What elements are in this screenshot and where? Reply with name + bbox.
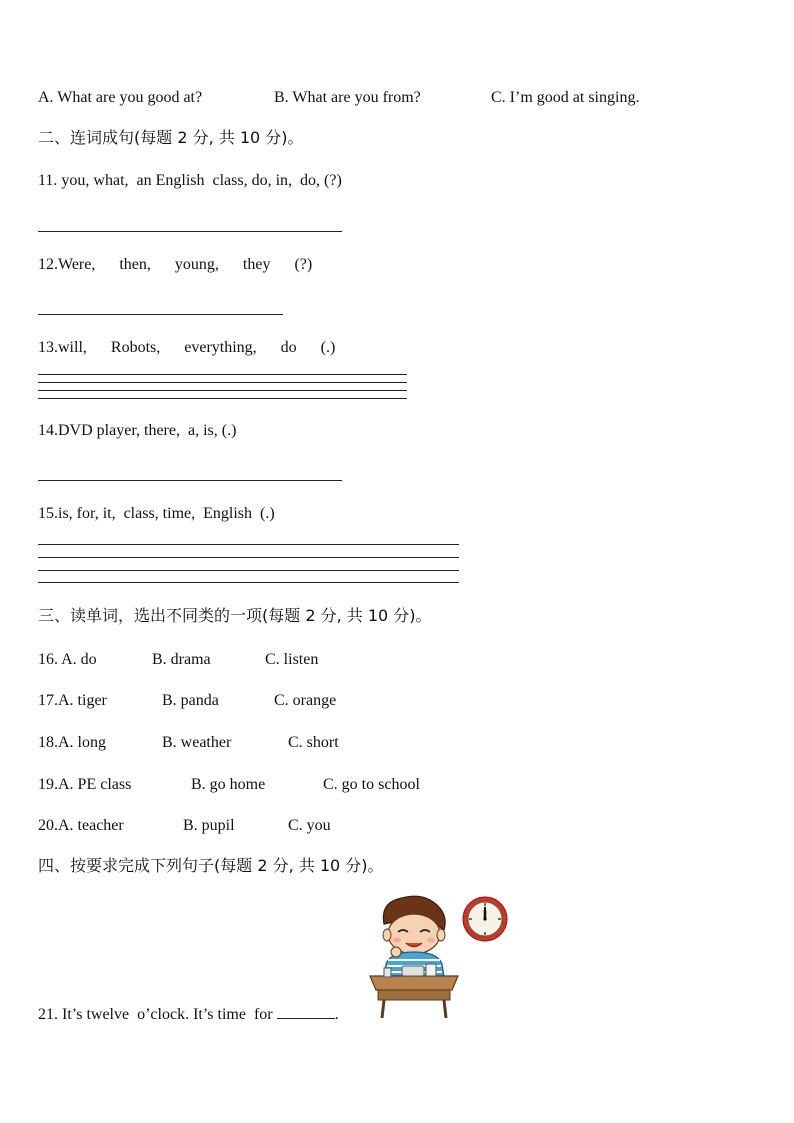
q17-option-b: B. panda xyxy=(162,692,219,709)
clock-icon xyxy=(461,895,509,943)
q16-option-c: C. listen xyxy=(265,651,319,668)
q13-answer-line-2[interactable] xyxy=(38,382,407,383)
q12-answer-line[interactable] xyxy=(38,314,283,315)
section2-heading: 二、连词成句(每题 2 分, 共 10 分)。 xyxy=(38,128,304,147)
q18-option-c: C. short xyxy=(288,734,339,751)
q13-answer-line-4[interactable] xyxy=(38,398,407,399)
q18-option-b: B. weather xyxy=(162,734,232,751)
q16-option-b: B. drama xyxy=(152,651,211,668)
boy-eating-lunch-illustration xyxy=(366,894,462,1020)
q13-answer-line-3[interactable] xyxy=(38,390,407,391)
q19-option-c: C. go to school xyxy=(323,776,420,793)
q13-prompt: 13.will, Robots, everything, do (.) xyxy=(38,339,336,356)
q18-option-a: 18.A. long xyxy=(38,734,106,751)
q10-option-a: A. What are you good at? xyxy=(38,89,203,106)
q12-prompt: 12.Were, then, young, they (?) xyxy=(38,256,313,273)
q19-option-b: B. go home xyxy=(191,776,266,793)
q21-text: 21. It’s twelve o’clock. It’s time for xyxy=(38,1006,277,1023)
q21-period: . xyxy=(334,1006,339,1023)
q14-answer-line[interactable] xyxy=(38,480,342,481)
q10-option-b: B. What are you from? xyxy=(274,89,421,106)
q14-prompt: 14.DVD player, there, a, is, (.) xyxy=(38,422,237,439)
q15-answer-line-2[interactable] xyxy=(38,557,459,558)
q17-option-c: C. orange xyxy=(274,692,337,709)
q11-answer-line[interactable] xyxy=(38,231,342,232)
section4-heading: 四、按要求完成下列句子(每题 2 分, 共 10 分)。 xyxy=(38,856,384,875)
q15-answer-line-4[interactable] xyxy=(38,582,459,583)
q16-option-a: 16. A. do xyxy=(38,651,97,668)
q13-answer-line-1[interactable] xyxy=(38,374,407,375)
q15-answer-line-1[interactable] xyxy=(38,544,459,545)
q20-option-b: B. pupil xyxy=(183,817,235,834)
q19-option-a: 19.A. PE class xyxy=(38,776,132,793)
q20-option-a: 20.A. teacher xyxy=(38,817,124,834)
q21-answer-blank[interactable] xyxy=(277,1004,335,1019)
q17-option-a: 17.A. tiger xyxy=(38,692,107,709)
section3-heading: 三、读单词，选出不同类的一项(每题 2 分, 共 10 分)。 xyxy=(38,606,432,625)
q15-answer-line-3[interactable] xyxy=(38,570,459,571)
q15-prompt: 15.is, for, it, class, time, English (.) xyxy=(38,505,275,522)
q20-option-c: C. you xyxy=(288,817,331,834)
q21-prompt xyxy=(38,1004,339,1025)
q11-prompt: 11. you, what, an English class, do, in, do, (?) xyxy=(38,172,342,189)
q10-option-c: C. I’m good at singing. xyxy=(491,89,640,106)
